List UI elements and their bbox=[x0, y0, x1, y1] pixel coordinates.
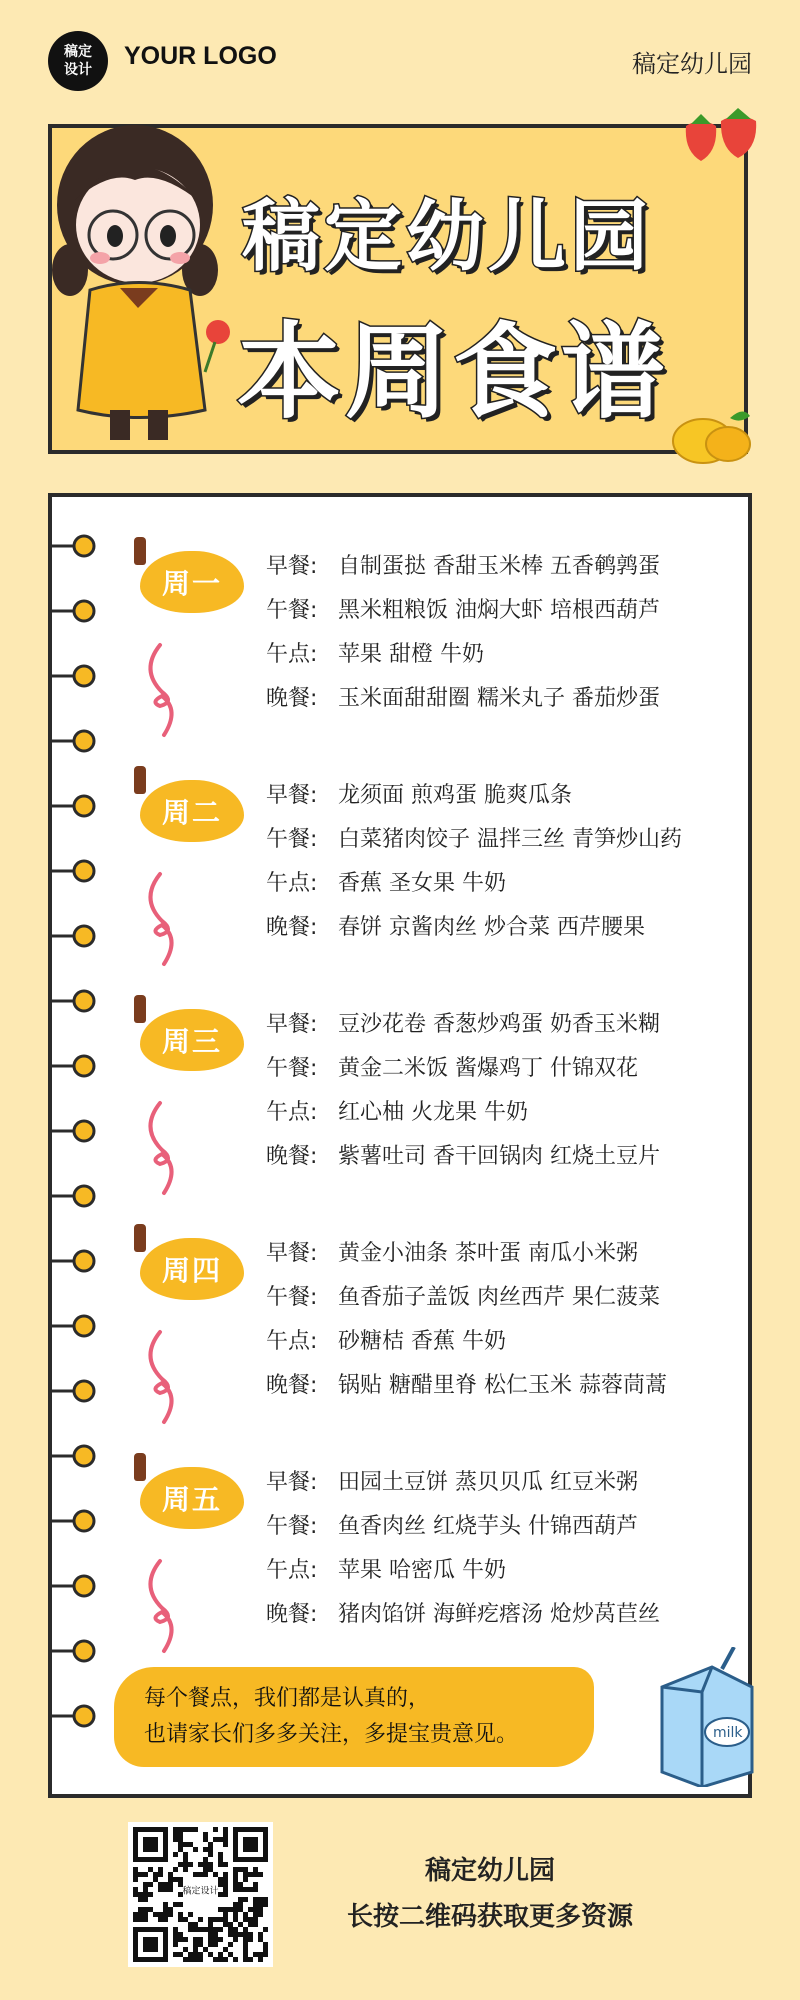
meal-row bbox=[266, 681, 660, 712]
note-line1: 每个餐点，我们都是认真的， bbox=[144, 1686, 431, 1711]
meal-row bbox=[266, 1095, 528, 1126]
meal-items: 鱼香茄子盖饭 肉丝西芹 果仁菠菜 bbox=[338, 1285, 660, 1310]
meal-label: 早餐: bbox=[266, 783, 318, 808]
meal-items: 玉米面甜甜圈 糯米丸子 番茄炒蛋 bbox=[338, 686, 660, 711]
bottle-icon bbox=[134, 1453, 146, 1481]
meal-label: 晚餐: bbox=[266, 1144, 318, 1169]
squiggle-icon bbox=[130, 1098, 190, 1198]
strawberry-icon bbox=[676, 106, 766, 166]
meal-items: 黄金二米饭 酱爆鸡丁 什锦双花 bbox=[338, 1056, 638, 1081]
day-badge: 周四 bbox=[140, 1238, 244, 1300]
meal-row bbox=[266, 1465, 638, 1496]
brand-name: 稿定幼儿园 bbox=[632, 50, 752, 78]
lemon-icon bbox=[668, 406, 758, 466]
meal-items: 砂糖桔 香蕉 牛奶 bbox=[338, 1329, 506, 1354]
milk-carton-icon bbox=[642, 1647, 762, 1787]
milk-label: milk bbox=[713, 1725, 743, 1741]
meal-label: 午点: bbox=[266, 871, 318, 896]
meal-items: 香蕉 圣女果 牛奶 bbox=[338, 871, 506, 896]
meal-label: 午餐: bbox=[266, 598, 318, 623]
meal-row bbox=[266, 1324, 506, 1355]
meal-label: 午点: bbox=[266, 1100, 318, 1125]
meal-items: 紫薯吐司 香干回锅肉 红烧土豆片 bbox=[338, 1144, 660, 1169]
meal-items: 锅贴 糖醋里脊 松仁玉米 蒜蓉茼蒿 bbox=[338, 1373, 667, 1398]
meal-row bbox=[266, 778, 572, 809]
meal-items: 黄金小油条 茶叶蛋 南瓜小米粥 bbox=[338, 1241, 638, 1266]
meal-label: 午餐: bbox=[266, 1514, 318, 1539]
meal-row bbox=[266, 1553, 506, 1584]
meal-row bbox=[266, 1368, 667, 1399]
day-badge: 周二 bbox=[140, 780, 244, 842]
meal-label: 午点: bbox=[266, 642, 318, 667]
meal-items: 黑米粗粮饭 油焖大虾 培根西葫芦 bbox=[338, 598, 660, 623]
day-block bbox=[52, 774, 752, 994]
meal-row bbox=[266, 1007, 660, 1038]
day-block bbox=[52, 545, 752, 765]
meal-label: 午餐: bbox=[266, 1056, 318, 1081]
bottle-icon bbox=[134, 766, 146, 794]
meal-row bbox=[266, 910, 645, 941]
note-line2: 也请家长们多多关注，多提宝贵意见。 bbox=[144, 1722, 519, 1747]
meal-row bbox=[266, 637, 484, 668]
squiggle-icon bbox=[130, 640, 190, 740]
meal-items: 白菜猪肉饺子 温拌三丝 青笋炒山药 bbox=[338, 827, 682, 852]
meal-row bbox=[266, 1051, 638, 1082]
meal-items: 苹果 甜橙 牛奶 bbox=[338, 642, 484, 667]
day-block bbox=[52, 1232, 752, 1452]
meal-label: 早餐: bbox=[266, 1470, 318, 1495]
qr-badge-text: 稿定设计 bbox=[182, 1886, 219, 1897]
hero-banner bbox=[48, 124, 748, 454]
meal-row bbox=[266, 1597, 660, 1628]
hero-title-line2: 本周食谱 bbox=[237, 311, 670, 433]
meal-label: 午餐: bbox=[266, 827, 318, 852]
hero-title-line1: 稿定幼儿园 bbox=[242, 192, 653, 282]
meal-items: 苹果 哈密瓜 牛奶 bbox=[338, 1558, 506, 1583]
meal-items: 豆沙花卷 香葱炒鸡蛋 奶香玉米糊 bbox=[338, 1012, 660, 1037]
header bbox=[0, 0, 800, 120]
meal-items: 红心柚 火龙果 牛奶 bbox=[338, 1100, 528, 1125]
meal-items: 鱼香肉丝 红烧芋头 什锦西葫芦 bbox=[338, 1514, 638, 1539]
bottle-icon bbox=[134, 995, 146, 1023]
bottle-icon bbox=[134, 537, 146, 565]
footer-cta: 长按二维码获取更多资源 bbox=[346, 1902, 633, 1932]
squiggle-icon bbox=[130, 1556, 190, 1656]
logo-badge-text: 稿定设计 bbox=[64, 44, 92, 78]
meal-label: 晚餐: bbox=[266, 1602, 318, 1627]
meal-row bbox=[266, 1280, 660, 1311]
meal-label: 早餐: bbox=[266, 1241, 318, 1266]
meal-items: 春饼 京酱肉丝 炒合菜 西芹腰果 bbox=[338, 915, 645, 940]
footer-brand: 稿定幼儿园 bbox=[424, 1856, 555, 1886]
day-badge: 周三 bbox=[140, 1009, 244, 1071]
meal-items: 田园土豆饼 蒸贝贝瓜 红豆米粥 bbox=[338, 1470, 638, 1495]
squiggle-icon bbox=[130, 869, 190, 969]
meal-label: 早餐: bbox=[266, 554, 318, 579]
meal-label: 早餐: bbox=[266, 1012, 318, 1037]
squiggle-icon bbox=[130, 1327, 190, 1427]
meal-label: 晚餐: bbox=[266, 915, 318, 940]
meal-row bbox=[266, 866, 506, 897]
bottle-icon bbox=[134, 1224, 146, 1252]
day-block bbox=[52, 1003, 752, 1223]
meal-label: 午点: bbox=[266, 1329, 318, 1354]
meal-label: 晚餐: bbox=[266, 1373, 318, 1398]
meal-label: 午餐: bbox=[266, 1285, 318, 1310]
ring-icon bbox=[48, 1703, 100, 1729]
logo-badge bbox=[48, 31, 108, 91]
meal-row bbox=[266, 1236, 638, 1267]
meal-label: 午点: bbox=[266, 1558, 318, 1583]
meal-row bbox=[266, 1139, 660, 1170]
meal-items: 自制蛋挞 香甜玉米棒 五香鹌鹑蛋 bbox=[338, 554, 660, 579]
girl-illustration bbox=[40, 110, 240, 455]
meal-items: 猪肉馅饼 海鲜疙瘩汤 炝炒莴苣丝 bbox=[338, 1602, 660, 1627]
day-badge: 周五 bbox=[140, 1467, 244, 1529]
meal-row bbox=[266, 593, 660, 624]
day-badge: 周一 bbox=[140, 551, 244, 613]
meal-row bbox=[266, 549, 660, 580]
meal-row bbox=[266, 1509, 638, 1540]
menu-card bbox=[48, 493, 752, 1798]
note-banner bbox=[114, 1667, 594, 1767]
qr-code[interactable] bbox=[128, 1822, 273, 1967]
meal-label: 晚餐: bbox=[266, 686, 318, 711]
logo-text: YOUR LOGO bbox=[124, 42, 277, 70]
meal-row bbox=[266, 822, 682, 853]
meal-items: 龙须面 煎鸡蛋 脆爽瓜条 bbox=[338, 783, 572, 808]
